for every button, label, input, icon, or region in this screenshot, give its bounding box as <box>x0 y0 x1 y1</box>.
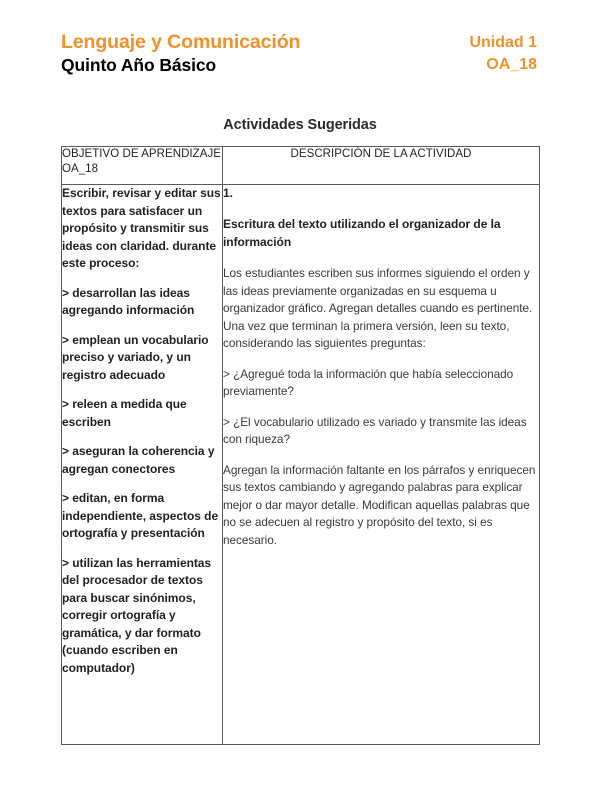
objective-paragraph: Escribir, revisar y editar sus textos para satisfacer un propósito y transmitir sus ideas con claridad. durante este proceso: <box>62 186 221 270</box>
header-left-block <box>61 31 300 76</box>
subject-title: Lenguaje y Comunicación <box>61 31 301 53</box>
objective-bullet-6: > utilizan las herramientas del procesador de textos para buscar sinónimos, corregir ortografía y gramática, y dar formato (cuando escriben en computador) <box>62 555 212 675</box>
oa-code-label: OA_18 <box>486 56 537 73</box>
activity-question-1: > ¿Agregué toda la información que había seleccionado previamente? <box>223 366 514 398</box>
table-body <box>62 185 540 745</box>
column-header-description: DESCRIPCIÓN DE LA ACTIVIDAD <box>223 147 540 185</box>
table-row <box>62 185 540 745</box>
section-heading: Actividades Sugeridas <box>223 117 377 133</box>
table-header <box>62 147 540 185</box>
activity-paragraph-2: Agregan la información faltante en los párrafos y enriquecen sus textos cambiando y agregando palabras para explicar mejor o dar mayor detalle. Modifican aquellas palabras que no se adecuen al registro y propósito del texto, si es necesario. <box>223 462 536 547</box>
objective-bullet-5: > editan, en forma independiente, aspectos de ortografía y presentación <box>62 491 219 540</box>
table-header-row <box>62 147 540 185</box>
suggested-activities-table <box>61 146 540 745</box>
objective-cell <box>62 185 223 745</box>
description-cell <box>223 185 540 745</box>
column-header-objective: OBJETIVO DE APRENDIZAJE OA_18 <box>62 147 223 185</box>
grade-title: Quinto Año Básico <box>61 55 217 75</box>
activity-paragraph-1: Los estudiantes escriben sus informes siguiendo el orden y las ideas previamente organizadas en su esquema u organizador gráfico. Agregan detalles cuando es pertinente. Una vez que terminan la primera versión, leen su texto, considerando las siguientes preguntas: <box>223 266 533 350</box>
objective-bullet-1: > desarrollan las ideas agregando información <box>62 285 195 317</box>
unit-label: Unidad 1 <box>469 34 537 51</box>
header-right-block <box>469 31 539 76</box>
document-header <box>61 31 539 76</box>
activity-question-2: > ¿El vocabulario utilizado es variado y transmite las ideas con riqueza? <box>223 414 527 446</box>
objective-bullet-2: > emplean un vocabulario preciso y variado, y un registro adecuado <box>62 332 209 382</box>
objective-bullet-4: > aseguran la coherencia y agregan conectores <box>62 444 215 476</box>
activity-subtitle: Escritura del texto utilizando el organizador de la información <box>223 217 501 249</box>
activity-number: 1. <box>223 186 234 200</box>
objective-bullet-3: > releen a medida que escriben <box>62 397 187 429</box>
